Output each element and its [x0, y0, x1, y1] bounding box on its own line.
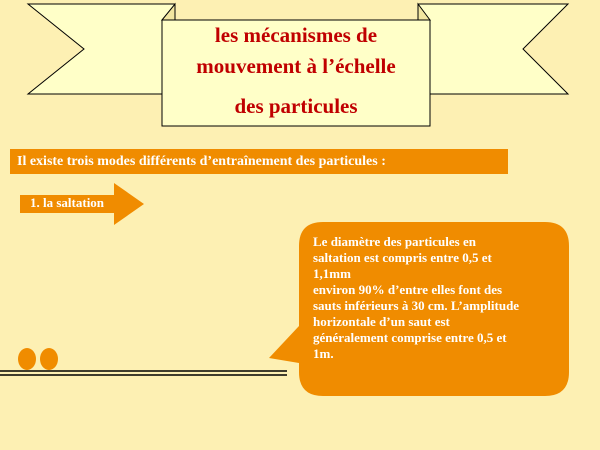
callout-line-6: horizontale d’un saut est — [313, 314, 450, 329]
callout-line-3: 1,1mm — [313, 266, 351, 281]
title-line-1: les mécanismes de — [214, 23, 378, 47]
callout-line-1: Le diamètre des particules en — [313, 234, 476, 249]
ground-illustration — [0, 340, 300, 380]
page-title — [162, 20, 430, 126]
callout-line-2: saltation est compris entre 0,5 et — [313, 250, 492, 265]
callout-line-7: généralement comprise entre 0,5 et — [313, 330, 507, 345]
callout-line-8: 1m. — [313, 346, 334, 361]
intro-bar: Il existe trois modes différents d’entraînement des particules : — [10, 149, 508, 174]
title-line-2: mouvement à l’échelle — [196, 54, 396, 78]
callout-line-5: sauts inférieurs à 30 cm. L’amplitude — [313, 298, 520, 313]
particle-icon-2 — [40, 348, 58, 370]
callout-text — [313, 234, 555, 362]
title-line-3: des particules — [234, 94, 358, 118]
particle-icon-1 — [18, 348, 36, 370]
callout-line-4: environ 90% d’entre elles font des — [313, 282, 503, 297]
step-label: 1. la saltation — [30, 195, 105, 210]
